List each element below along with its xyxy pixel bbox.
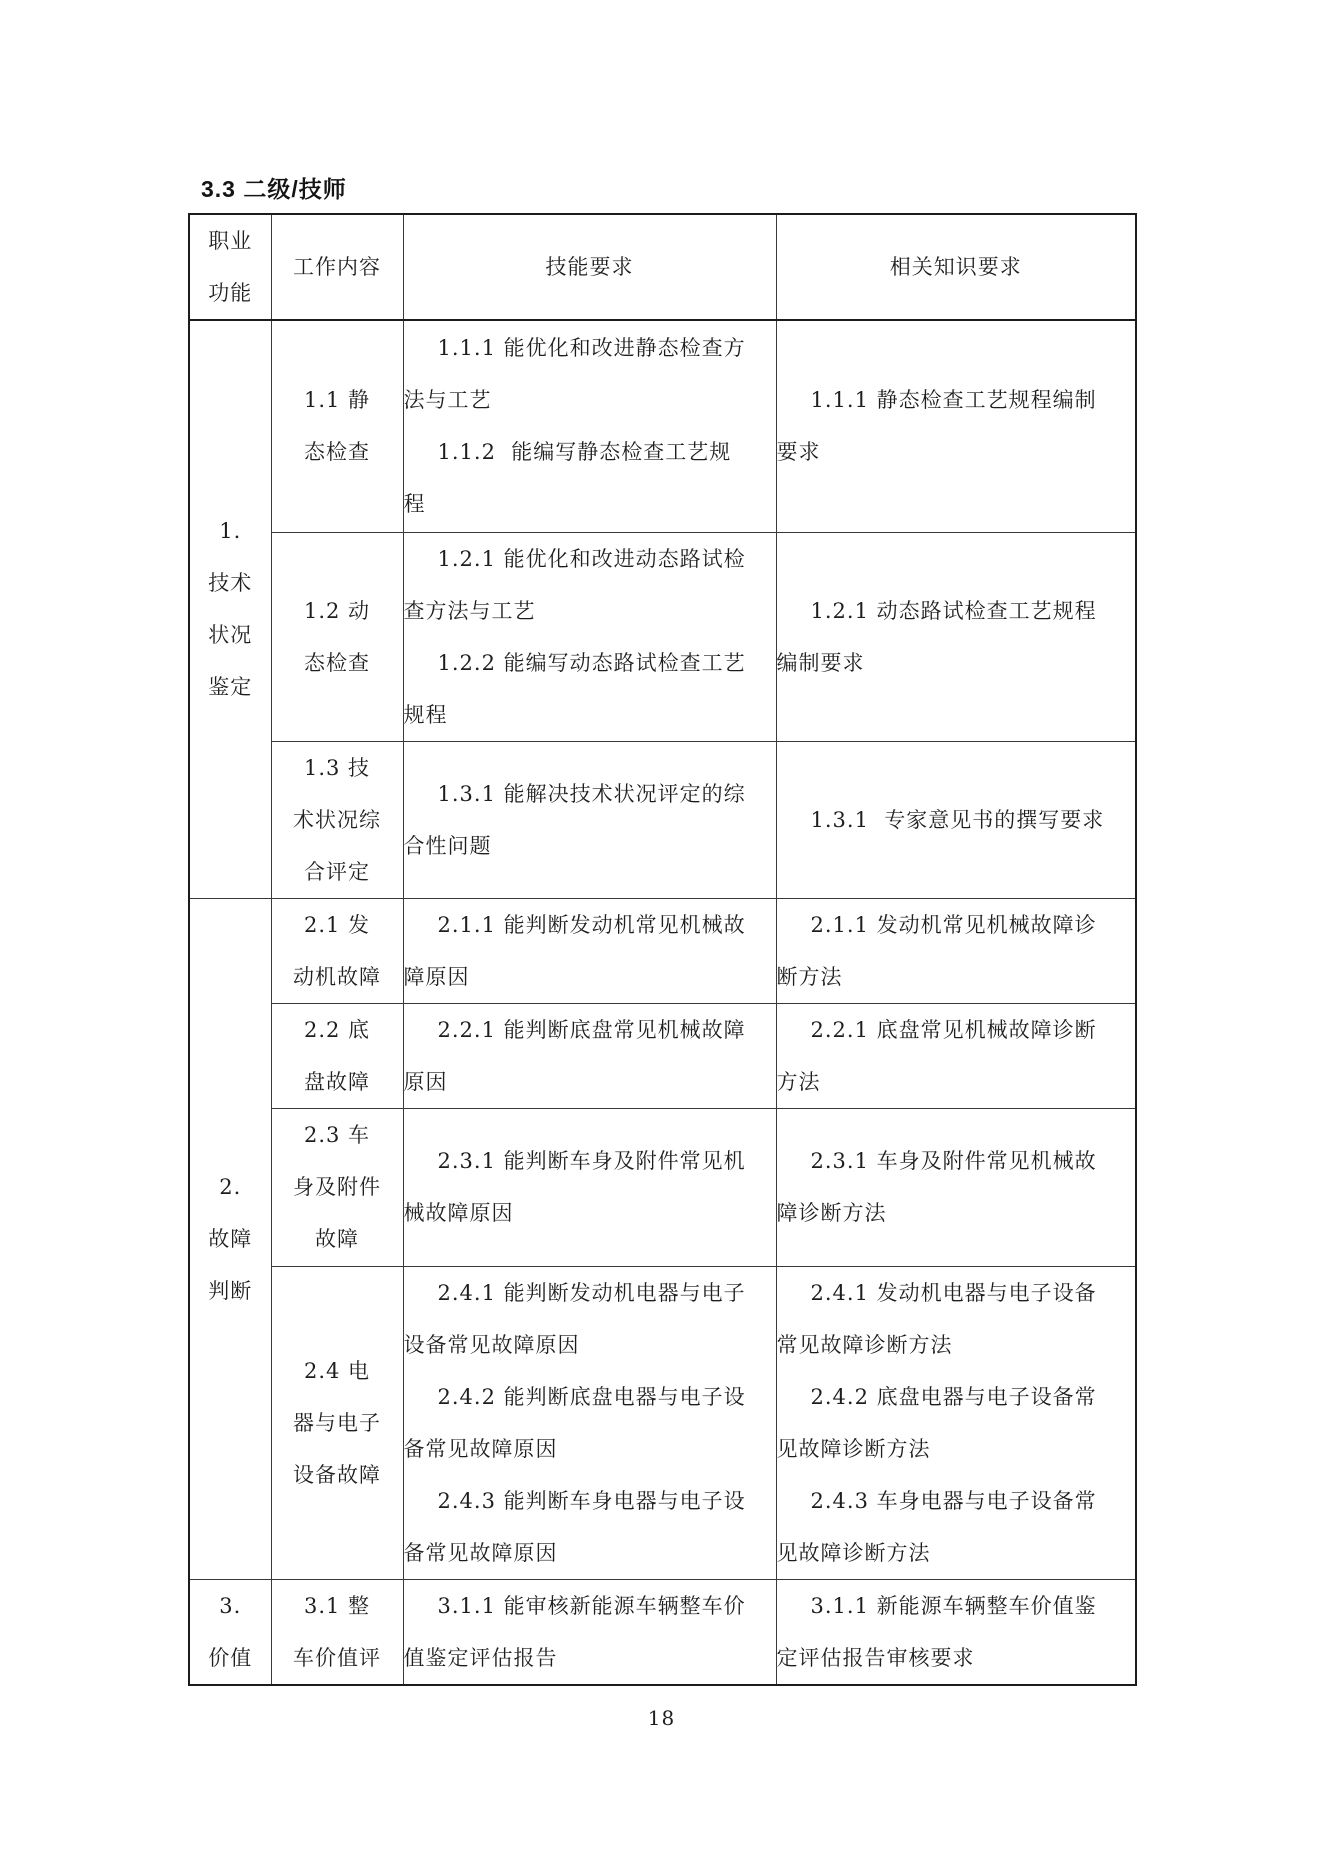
skill-line: 程 [403,492,426,517]
header-line: 相关知识要求 [889,255,1022,279]
knowledge-cell [776,1579,1136,1685]
skill-line: 2.4.2 能判断底盘电器与电子设 [437,1384,746,1409]
header-skill-requirements [403,214,776,320]
knowledge-line: 2.4.1 发动机电器与电子设备 [810,1280,1097,1305]
knowledge-cell [776,1108,1136,1266]
skill-line: 备常见故障原因 [403,1436,558,1461]
header-occupation-function [189,214,271,320]
skill-line: 值鉴定评估报告 [403,1645,558,1670]
skill-line: 1.3.1 能解决技术状况评定的综 [437,781,746,806]
work-content-line: 术状况综 [293,807,381,832]
work-content-cell [271,320,403,532]
function-label-line: 鉴定 [208,675,253,700]
header-line: 职业 [208,229,253,253]
function-cell-1 [189,320,271,898]
skill-table [188,213,1137,1686]
skill-cell [403,1003,776,1108]
table-row [189,1579,1136,1685]
knowledge-line: 见故障诊断方法 [776,1436,931,1461]
skill-line: 设备常见故障原因 [403,1332,580,1357]
knowledge-cell [776,741,1136,898]
table-row [189,898,1136,1003]
header-line: 功能 [208,281,253,305]
knowledge-cell [776,320,1136,532]
work-content-line: 动机故障 [293,964,381,989]
knowledge-line: 2.1.1 发动机常见机械故障诊 [810,912,1097,937]
skill-line: 2.4.1 能判断发动机电器与电子 [437,1280,746,1305]
work-content-line: 身及附件 [293,1175,381,1199]
header-line: 工作内容 [293,255,381,279]
page-number: 18 [647,1706,676,1730]
function-label-line: 1. [219,519,242,544]
knowledge-line: 见故障诊断方法 [776,1540,931,1565]
skill-cell [403,320,776,532]
work-content-cell [271,1266,403,1579]
work-content-cell [271,1579,403,1685]
skill-cell [403,1579,776,1685]
skill-line: 2.4.3 能判断车身电器与电子设 [437,1488,746,1513]
knowledge-line: 2.2.1 底盘常见机械故障诊断 [810,1017,1097,1042]
knowledge-line: 1.1.1 静态检查工艺规程编制 [810,388,1097,413]
skill-line: 查方法与工艺 [403,598,536,623]
skill-line: 备常见故障原因 [403,1540,558,1565]
table-row [189,741,1136,898]
table-row [189,1108,1136,1266]
knowledge-line: 常见故障诊断方法 [776,1332,953,1357]
knowledge-line: 要求 [776,440,821,465]
function-label-line: 3. [219,1593,242,1618]
work-content-line: 1.1 静 [303,388,371,413]
skill-line: 2.3.1 能判断车身及附件常见机 [437,1149,746,1173]
skill-cell [403,898,776,1003]
skill-line: 规程 [403,702,448,727]
work-content-line: 合评定 [304,859,370,884]
section-title: 3.3 二级/技师 [201,176,347,202]
knowledge-line: 1.2.1 动态路试检查工艺规程 [810,598,1097,623]
knowledge-line: 1.3.1 专家意见书的撰写要求 [810,807,1105,832]
knowledge-cell [776,898,1136,1003]
work-content-line: 设备故障 [293,1462,381,1487]
work-content-line: 2.3 车 [303,1123,371,1147]
skill-line: 3.1.1 能审核新能源车辆整车价 [437,1593,746,1618]
work-content-cell [271,1108,403,1266]
table-row [189,320,1136,532]
function-label-line: 技术 [208,571,253,596]
function-cell-3 [189,1579,271,1685]
skill-line: 原因 [403,1069,448,1094]
skill-line: 1.1.1 能优化和改进静态检查方 [437,336,746,361]
work-content-line: 2.1 发 [303,912,371,937]
skill-cell [403,532,776,741]
work-content-line: 态检查 [304,440,370,465]
work-content-line: 态检查 [304,650,370,675]
knowledge-line: 2.3.1 车身及附件常见机械故 [810,1149,1097,1173]
work-content-line: 2.2 底 [303,1017,371,1042]
skill-line: 1.2.2 能编写动态路试检查工艺 [437,650,746,675]
work-content-line: 3.1 整 [303,1593,371,1618]
knowledge-cell [776,1003,1136,1108]
skill-line: 1.1.2 能编写静态检查工艺规 [437,440,732,465]
knowledge-cell [776,1266,1136,1579]
table-row [189,1003,1136,1108]
knowledge-line: 2.4.3 车身电器与电子设备常 [810,1488,1097,1513]
function-cell-2 [189,898,271,1579]
work-content-line: 1.2 动 [303,598,371,623]
work-content-line: 2.4 电 [303,1358,371,1383]
function-label-line: 判断 [208,1278,253,1303]
work-content-cell [271,1003,403,1108]
table-row [189,1266,1136,1579]
skill-line: 2.2.1 能判断底盘常见机械故障 [437,1017,746,1042]
header-knowledge-requirements [776,214,1136,320]
header-work-content [271,214,403,320]
work-content-cell [271,532,403,741]
knowledge-line: 3.1.1 新能源车辆整车价值鉴 [810,1593,1097,1618]
skill-line: 障原因 [403,964,470,989]
table-row [189,532,1136,741]
work-content-line: 器与电子 [293,1410,381,1435]
work-content-line: 盘故障 [304,1069,370,1094]
work-content-cell [271,741,403,898]
skill-cell [403,1108,776,1266]
knowledge-cell [776,532,1136,741]
skill-cell [403,1266,776,1579]
function-label-line: 状况 [208,623,253,648]
skill-line: 合性问题 [403,833,492,858]
knowledge-line: 断方法 [776,964,843,989]
skill-cell [403,741,776,898]
skill-line: 1.2.1 能优化和改进动态路试检 [437,546,746,571]
work-content-line: 车价值评 [293,1645,381,1670]
knowledge-line: 障诊断方法 [776,1201,887,1225]
work-content-line: 故障 [315,1227,359,1251]
knowledge-line: 方法 [776,1069,821,1094]
function-label-line: 2. [219,1174,242,1199]
header-line: 技能要求 [545,255,634,279]
work-content-cell [271,898,403,1003]
knowledge-line: 编制要求 [776,650,865,675]
skill-line: 法与工艺 [403,388,492,413]
function-label-line: 故障 [208,1226,253,1251]
knowledge-line: 2.4.2 底盘电器与电子设备常 [810,1384,1097,1409]
skill-line: 2.1.1 能判断发动机常见机械故 [437,912,746,937]
skill-line: 械故障原因 [403,1201,514,1225]
work-content-line: 1.3 技 [303,755,371,780]
function-label-line: 价值 [208,1645,253,1670]
knowledge-line: 定评估报告审核要求 [776,1645,975,1670]
